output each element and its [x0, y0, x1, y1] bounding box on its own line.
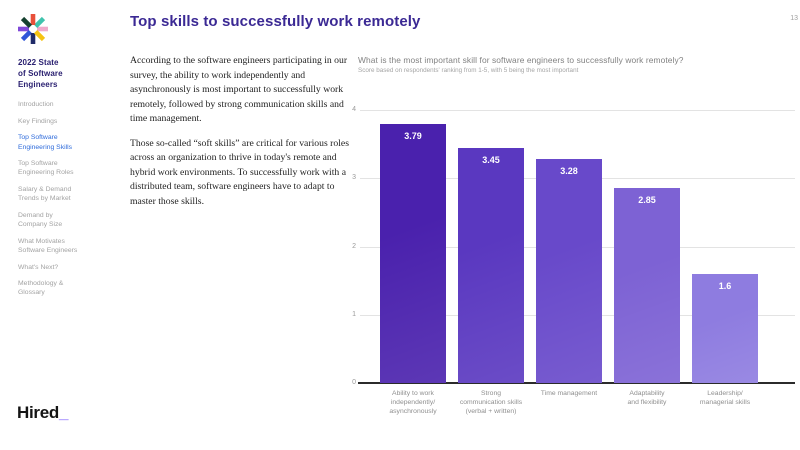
y-axis-tick-4: 4 [352, 106, 356, 113]
sidebar-item-whats-next[interactable]: What's Next? [18, 263, 59, 271]
y-axis-tick-2: 2 [352, 242, 356, 250]
sidebar-item-methodology-glossary[interactable]: Methodology & Glossary [18, 280, 64, 297]
gridline-y4 [360, 110, 795, 111]
chart-title: What is the most important skill for software engineers to successfully work remotely? [358, 55, 684, 65]
bar-1 [380, 124, 446, 383]
logo-spoke-sw [23, 32, 31, 40]
sidebar-item-key-findings[interactable]: Key Findings [18, 117, 58, 125]
body-paragraph: According to the software engineers participating in our survey, the ability to work independently and asynchronously is most important to successfully work remotely, followed by strong communication skills and time management. [130, 55, 348, 125]
sidebar-item-what-motivates-software-engineers[interactable]: What Motivates Software Engineers [18, 237, 78, 254]
bar-value-label: 3.79 [404, 131, 422, 142]
logo-spoke-se [36, 32, 44, 40]
body-paragraph: Those so-called “soft skills” are critical for various roles across an organization to thrive in today's remote and hybrid work environments. To successfully work with a distributed team, software engineers have to adapt to master those skills. [130, 137, 349, 207]
bar-value-label: 2.85 [638, 195, 656, 206]
report-title: 2022 State of Software Engineers [18, 58, 63, 89]
sidebar-item-demand-by-company-size[interactable]: Demand by Company Size [18, 211, 63, 229]
bar-value-label: 3.28 [560, 166, 578, 177]
sidebar-item-top-software-engineering-roles[interactable]: Top Software Engineering Roles [18, 160, 74, 177]
x-axis-category-label: Leadership/ managerial skills [699, 390, 751, 406]
bar-2 [458, 148, 524, 383]
bar-3 [536, 159, 602, 383]
sidebar-item-salary-demand-trends-by-market[interactable]: Salary & Demand Trends by Market [18, 186, 72, 203]
bar-value-label: 1.6 [718, 280, 732, 291]
body-copy [130, 54, 355, 219]
x-axis-category-label: Strong communication skills (verbal + written) [459, 390, 523, 415]
y-axis-tick-1: 1 [352, 310, 356, 318]
y-axis-tick-3: 3 [352, 174, 356, 182]
starburst-logo-icon [16, 12, 50, 46]
sidebar-item-introduction[interactable]: Introduction [18, 101, 54, 108]
brand-logo-text: Hired [17, 403, 59, 422]
logo-spoke-nw [23, 19, 31, 27]
x-axis-category-label: Ability to work independently/ asynchronously [389, 390, 437, 415]
page-number: 13 [790, 15, 798, 22]
bar-value-label: 3.45 [482, 154, 500, 165]
bar-4 [614, 188, 680, 383]
logo-spoke-ne [36, 19, 44, 27]
brand-logo[interactable] [17, 403, 68, 423]
y-axis-tick-0: 0 [352, 379, 356, 386]
sidebar-item-top-software-engineering-skills[interactable]: Top Software Engineering Skills [18, 134, 73, 151]
x-axis-category-label: Adaptability and flexibility [627, 390, 667, 406]
page-title: Top skills to successfully work remotely [130, 13, 421, 30]
x-axis-category-label: Time management [540, 390, 598, 397]
brand-logo-underscore: _ [58, 403, 69, 422]
sidebar-nav [18, 100, 118, 305]
chart-subtitle: Score based on respondents' ranking from 1-5, with 5 being the most important [358, 67, 579, 74]
